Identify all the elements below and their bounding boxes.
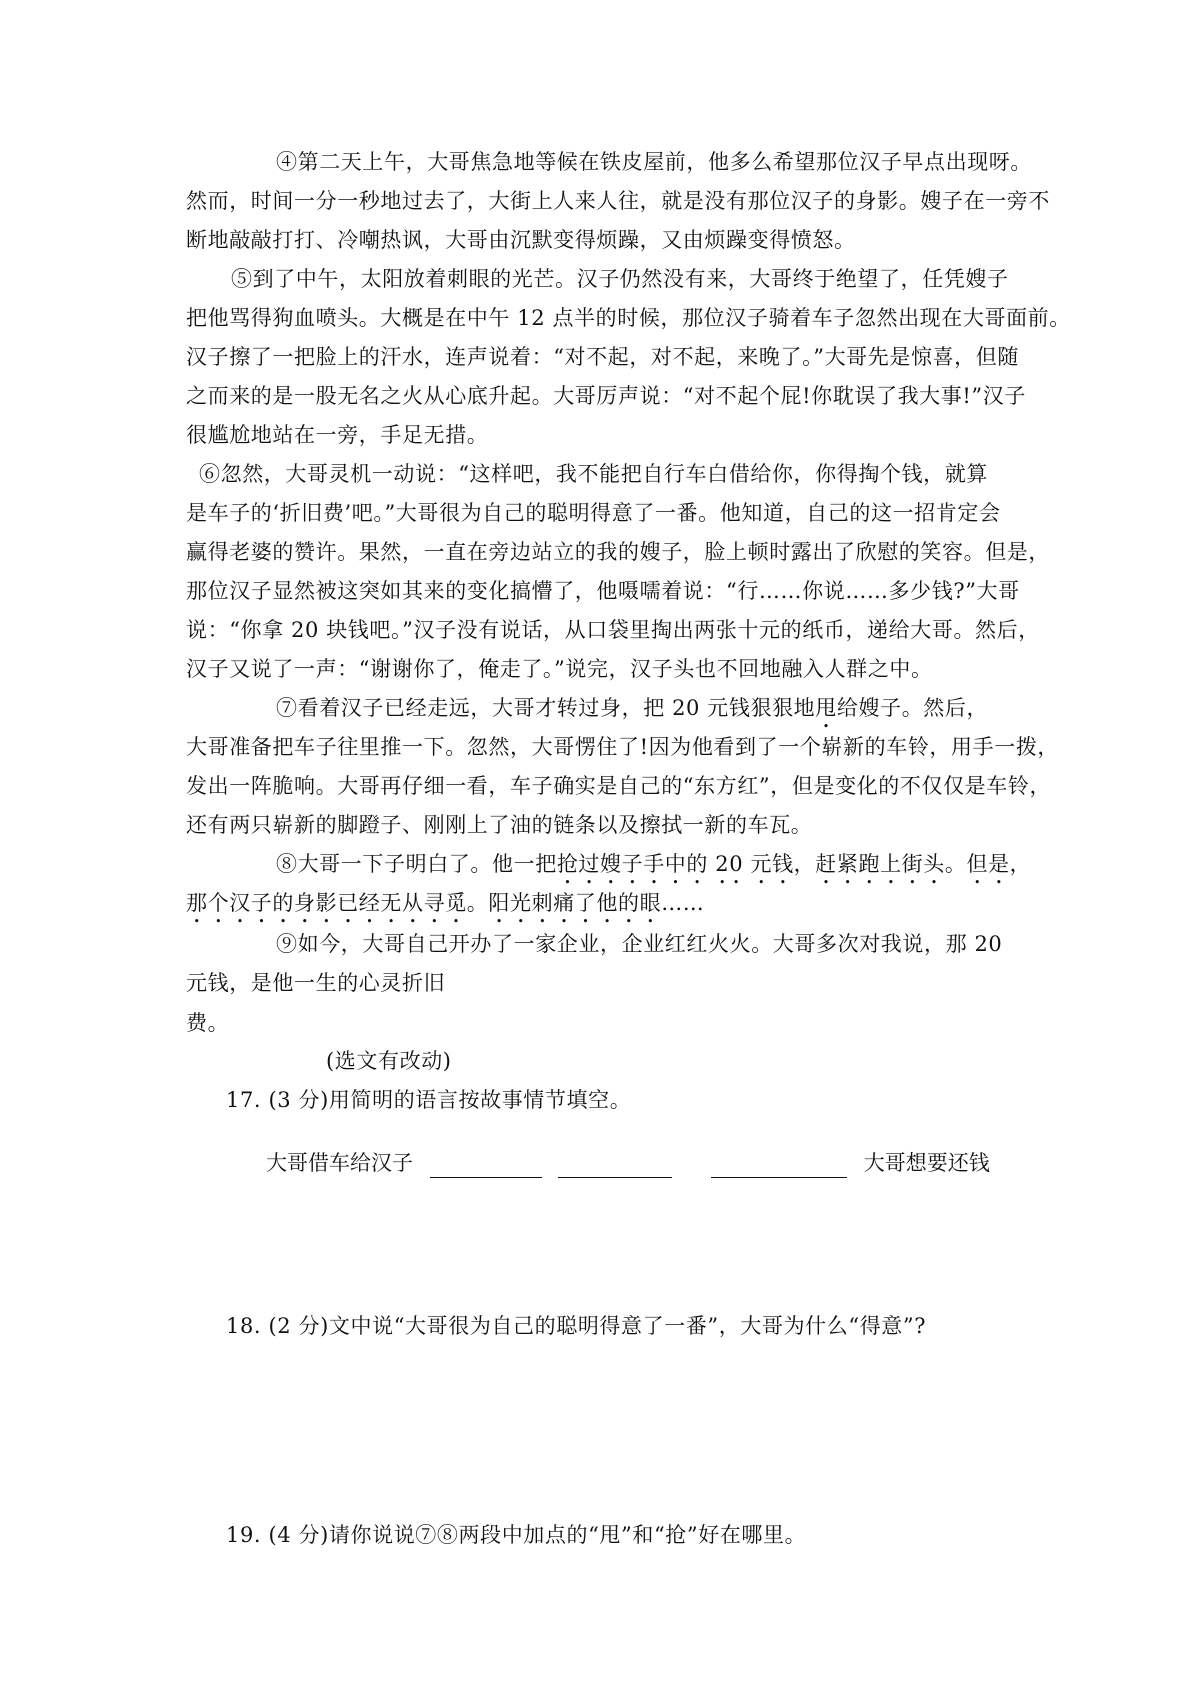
p9-line-3: 费。 (186, 1011, 230, 1035)
p5-line-2: 把他骂得狗血喷头。大概是在中午 12 点半的时候，那位汉子骑着车子忽然出现在大哥面前。 (186, 306, 1071, 330)
p6-line-4: 那位汉子显然被这突如其来的变化搞懵了，他嗫嚅着说：“行……你说……多少钱?”大哥 (186, 579, 1020, 603)
question-18: 18. (2 分)文中说“大哥很为自己的聪明得意了一番”，大哥为什么“得意”? (226, 1314, 927, 1338)
emphasized-sentence-ending: 那个汉子的身影已经无从寻觅。阳光刺痛了他的眼…… (186, 891, 705, 915)
p8-line-2 (186, 888, 704, 928)
question-19: 19. (4 分)请你说说⑦⑧两段中加点的“甩”和“抢”好在哪里。 (226, 1523, 807, 1547)
p6-line-5: 说：“你拿 20 块钱吧。”汉子没有说话，从口袋里掏出两张十元的纸币，递给大哥。然后， (186, 618, 1040, 642)
p5-line-1: ⑤到了中午，太阳放着刺眼的光芒。汉子仍然没有来，大哥终于绝望了，任凭嫂子 (231, 267, 1009, 291)
plot-fill-row (266, 1148, 990, 1178)
p9-line-2: 元钱，是他一生的心灵折旧 (186, 971, 446, 995)
p7-line-4: 还有两只崭新的脚蹬子、刚刚上了油的链条以及擦拭一新的车瓦。 (186, 813, 813, 837)
p6-line-3: 赢得老婆的赞许。果然，一直在旁边站立的我的嫂子，脸上顿时露出了欣慰的笑容。但是， (186, 540, 1050, 564)
answer-blank-3[interactable] (711, 1155, 847, 1178)
p6-line-2: 是车子的‘折旧费’吧。”大哥很为自己的聪明得意了一番。他知道，自己的这一招肯定会 (186, 501, 1001, 525)
p4-line-2: 然而，时间一分一秒地过去了，大街上人来人往，就是没有那位汉子的身影。嫂子在一旁不 (186, 189, 1050, 213)
p6-line-6: 汉子又说了一声：“谢谢你了，俺走了。”说完，汉子头也不回地融入人群之中。 (186, 657, 933, 681)
p7-line-3: 发出一阵脆响。大哥再仔细一看，车子确实是自己的“东方红”，但是变化的不仅仅是车铃， (186, 774, 1052, 798)
p7-line-1-part-a: ⑦看着汉子已经走远，大哥才转过身，把 20 元钱狠狠地 (276, 696, 816, 720)
p8-line-1 (276, 849, 1031, 889)
plot-start-label: 大哥借车给汉子 (266, 1151, 413, 1175)
answer-blank-2[interactable] (558, 1155, 672, 1178)
emphasized-sentence-qiang: 抢过嫂子手中的 20 元钱，赶紧跑上街头。但是， (556, 852, 1032, 876)
p4-line-1: ④第二天上午，大哥焦急地等候在铁皮屋前，他多么希望那位汉子早点出现呀。 (276, 150, 1032, 174)
p8-line-1-part-a: ⑧大哥一下子明白了。他一把 (276, 852, 557, 876)
p7-line-1 (276, 693, 988, 733)
plot-end-label: 大哥想要还钱 (863, 1151, 990, 1175)
p5-line-5: 很尴尬地站在一旁，手足无措。 (186, 423, 489, 447)
question-17: 17. (3 分)用简明的语言按故事情节填空。 (226, 1088, 632, 1112)
p7-line-2: 大哥准备把车子往里推一下。忽然，大哥愣住了!因为他看到了一个崭新的车铃，用手一拨， (186, 735, 1060, 759)
p5-line-4: 之而来的是一股无名之火从心底升起。大哥厉声说：“对不起个屁!你耽误了我大事!”汉子 (186, 384, 1026, 408)
p9-line-1: ⑨如今，大哥自己开办了一家企业，企业红红火火。大哥多次对我说，那 20 (276, 932, 1003, 956)
p6-line-1: ⑥忽然，大哥灵机一动说：“这样吧，我不能把自行车白借给你，你得掏个钱，就算 (199, 462, 988, 486)
p7-line-1-part-b: 给嫂子。然后， (836, 696, 989, 720)
emphasized-char-shuai: 甩 (815, 696, 837, 720)
answer-blank-1[interactable] (430, 1155, 542, 1178)
p4-line-3: 断地敲敲打打、冷嘲热讽，大哥由沉默变得烦躁，又由烦躁变得愤怒。 (186, 228, 856, 252)
source-note: (选文有改动) (326, 1049, 452, 1073)
p5-line-3: 汉子擦了一把脸上的汗水，连声说着：“对不起，对不起，来晚了。”大哥先是惊喜，但随 (186, 345, 1019, 369)
